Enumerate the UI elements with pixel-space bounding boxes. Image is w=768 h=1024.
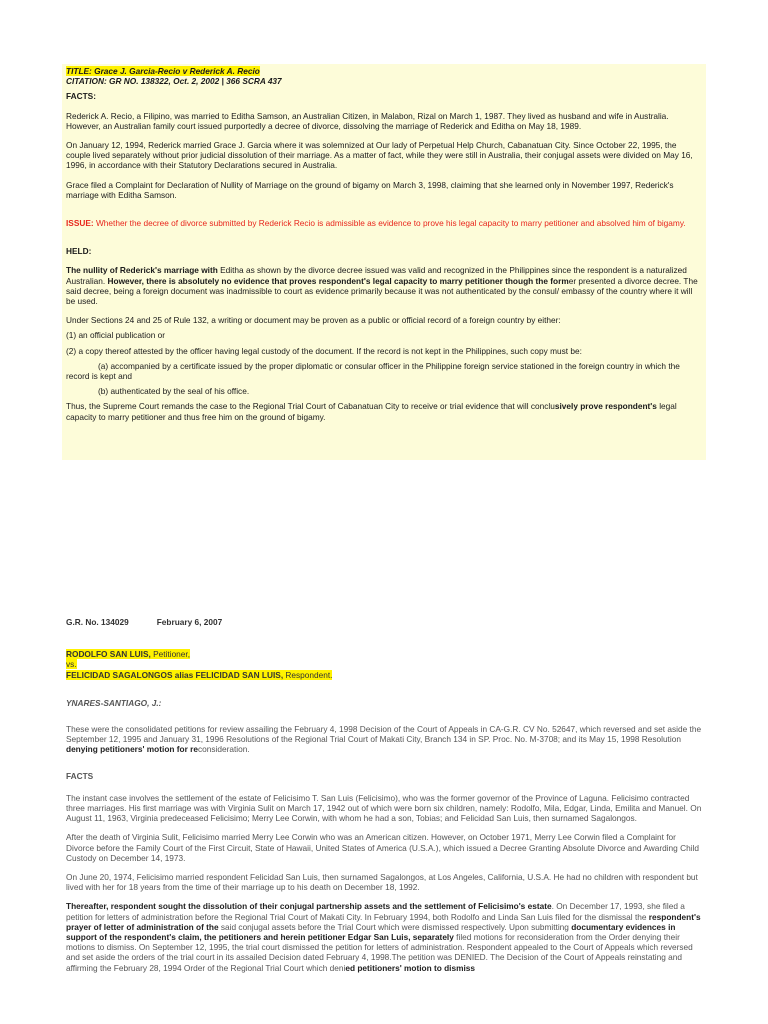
versus-line: vs. xyxy=(66,659,77,670)
facts-paragraph-4: Thereafter, respondent sought the dissolution of their conjugal partnership assets and the settlement of Felicisimo's estate. On December 17, 1993, she filed a petition for letters of administration before the Regional Trial Court of Makati City. In February 1994, both Rodolfo and Linda San Luis filed for the dismissal the respondent's prayer of letter of administration of the said conjugal assets before the Trial Court which were dismissed respectively. Upon submitting documentary evidences in support of the respondent's claim, the petitioners and herein petitioner Edgar San Luis, separately filed motions for reconsideration from the Order denying their motions to dismiss. On September 12, 1995, the trial court dismissed the petition for letters of administration. Respondent appealed to the Court of Appeals which reversed and set aside the orders of the trial court in its assailed Decision dated February 4, 1998.The petition was DENIED. The Decision of the Court of Appeals reinstating and affirming the February 28, 1994 Order of the Regional Trial Court which denied petitioners' motion to dismiss xyxy=(66,901,701,973)
case-citation: CITATION: GR NO. 138322, Oct. 2, 2002 | 366 SCRA 437 xyxy=(66,76,282,87)
ponente: YNARES-SANTIAGO, J.: xyxy=(66,697,162,708)
facts-heading-2: FACTS xyxy=(66,770,94,781)
facts-paragraph-2: After the death of Virginia Sulit, Felicisimo married Merry Lee Corwin who was an American citizen. However, on October 1971, Merry Lee Corwin filed a Complaint for Divorce before the Family Court of the First Circuit, State of Hawaii, United States of America (U.S.A.), which issued a Decree Granting Absolute Divorce and Awarding Child Custody on December 14, 1973. xyxy=(66,832,699,863)
held-paragraph-7: Thus, the Supreme Court remands the case to the Regional Trial Court of Cabanatuan City to receive or trial evidence that will conclusively prove respondent's legal capacity to marry petitioner and thus free him on the ground of bigamy. xyxy=(66,401,677,422)
facts-paragraph-1: The instant case involves the settlement of the estate of Felicisimo T. San Luis (Felicisimo), who was the former governor of the Province of Laguna. Felicisimo contracted three marriages. His first marriage was with Virginia Sulit on March 17, 1942 out of which were born six children, namely: Rodolfo, Mila, Edgar, Linda, Emilita and Manuel. On August 11, 1963, Virginia predeceased Felicisimo; Merry Lee Corwin, with whom he had a son, Tobias; and Felicidad San Luis, then surnamed Sagalongos. xyxy=(66,792,702,824)
case-digest-garcia-recio xyxy=(62,64,706,460)
held-heading: HELD: xyxy=(66,246,92,257)
facts-paragraph-3: Grace filed a Complaint for Declaration of Nullity of Marriage on the ground of bigamy on March 3, 1998, claiming that she learned only in November 1997, Rederick's marriage with Editha Samson. xyxy=(66,179,674,200)
held-paragraph-6: (b) authenticated by the seal of his office. xyxy=(98,386,250,397)
case-number-line xyxy=(66,617,706,627)
respondent-line: FELICIDAD SAGALONGOS alias FELICIDAD SAN LUIS, Respondent. xyxy=(66,669,333,680)
intro-paragraph: These were the consolidated petitions for review assailing the February 4, 1998 Decision of the Court of Appeals in CA-G.R. CV No. 52647, which reversed and set aside the September 12, 1995 and January 31, 1996 Resolutions of the Regional Trial Court of Makati City, Branch 134 in SP. Proc. No. M-3708; and its May 15, 1998 Resolution denying petitioners' motion for reconsideration. xyxy=(66,724,702,755)
held-paragraph-1: The nullity of Rederick's marriage with Editha as shown by the divorce decree issued was valid and recognized in the Philippines since the respondent is a naturalized Australian. However, there is absolutely no evidence that proves respondent's legal capacity to marry petitioner though the former presented a divorce decree. The said decree, being a foreign document was inadmissible to court as evidence primarily because it was not authenticated by the consul/ embassy of the country where it will be used. xyxy=(66,265,698,307)
issue-paragraph: ISSUE: Whether the decree of divorce submitted by Rederick Recio is admissible as evidence to prove his legal capacity to marry petitioner and absolved him of bigamy. xyxy=(66,218,686,229)
facts-heading: FACTS: xyxy=(66,91,96,102)
held-paragraph-3: (1) an official publication or xyxy=(66,330,166,341)
facts-paragraph-3: On June 20, 1974, Felicisimo married respondent Felicidad San Luis, then surnamed Sagalongos, at Los Angeles, California, U.S.A. He had no children with respondent but lived with her for 18 years from the time of their marriage up to his death on December 18, 1992. xyxy=(66,872,698,893)
case-date: February 6, 2007 xyxy=(156,617,223,627)
case-title: TITLE: Grace J. Garcia-Recio v Rederick A. Recio xyxy=(66,66,260,76)
case-san-luis xyxy=(66,617,706,973)
facts-paragraph-1: Rederick A. Recio, a Filipino, was married to Editha Samson, an Australian Citizen, in Malabon, Rizal on March 1, 1987. They lived as husband and wife in Australia. However, an Australian family court issued purportedly a decree of divorce, dissolving the marriage of Rederick and Editha on May 18, 1989. xyxy=(66,110,669,131)
gr-number: G.R. No. 134029 xyxy=(66,617,129,627)
held-paragraph-2: Under Sections 24 and 25 of Rule 132, a writing or document may be proven as a public or official record of a foreign country by either: xyxy=(66,315,561,326)
held-paragraph-4: (2) a copy thereof attested by the officer having legal custody of the document. If the record is not kept in the Philippines, such copy must be: xyxy=(66,345,582,356)
facts-paragraph-2: On January 12, 1994, Rederick married Grace J. Garcia where it was solemnized at Our lady of Perpetual Help Church, Cabanatuan City. Since October 22, 1995, the couple lived separately without prior judicial dissolution of their marriage. As a matter of fact, while they were still in Australia, their conjugal assets were divided on May 16, 1996, in accordance with their Statutory Declarations secured in Australia. xyxy=(66,140,693,171)
held-paragraph-5: (a) accompanied by a certificate issued by the proper diplomatic or consular officer in the Philippine foreign service stationed in the foreign country in which the record is kept and xyxy=(66,360,680,382)
petitioner-line: RODOLFO SAN LUIS, Petitioner, xyxy=(66,649,191,660)
